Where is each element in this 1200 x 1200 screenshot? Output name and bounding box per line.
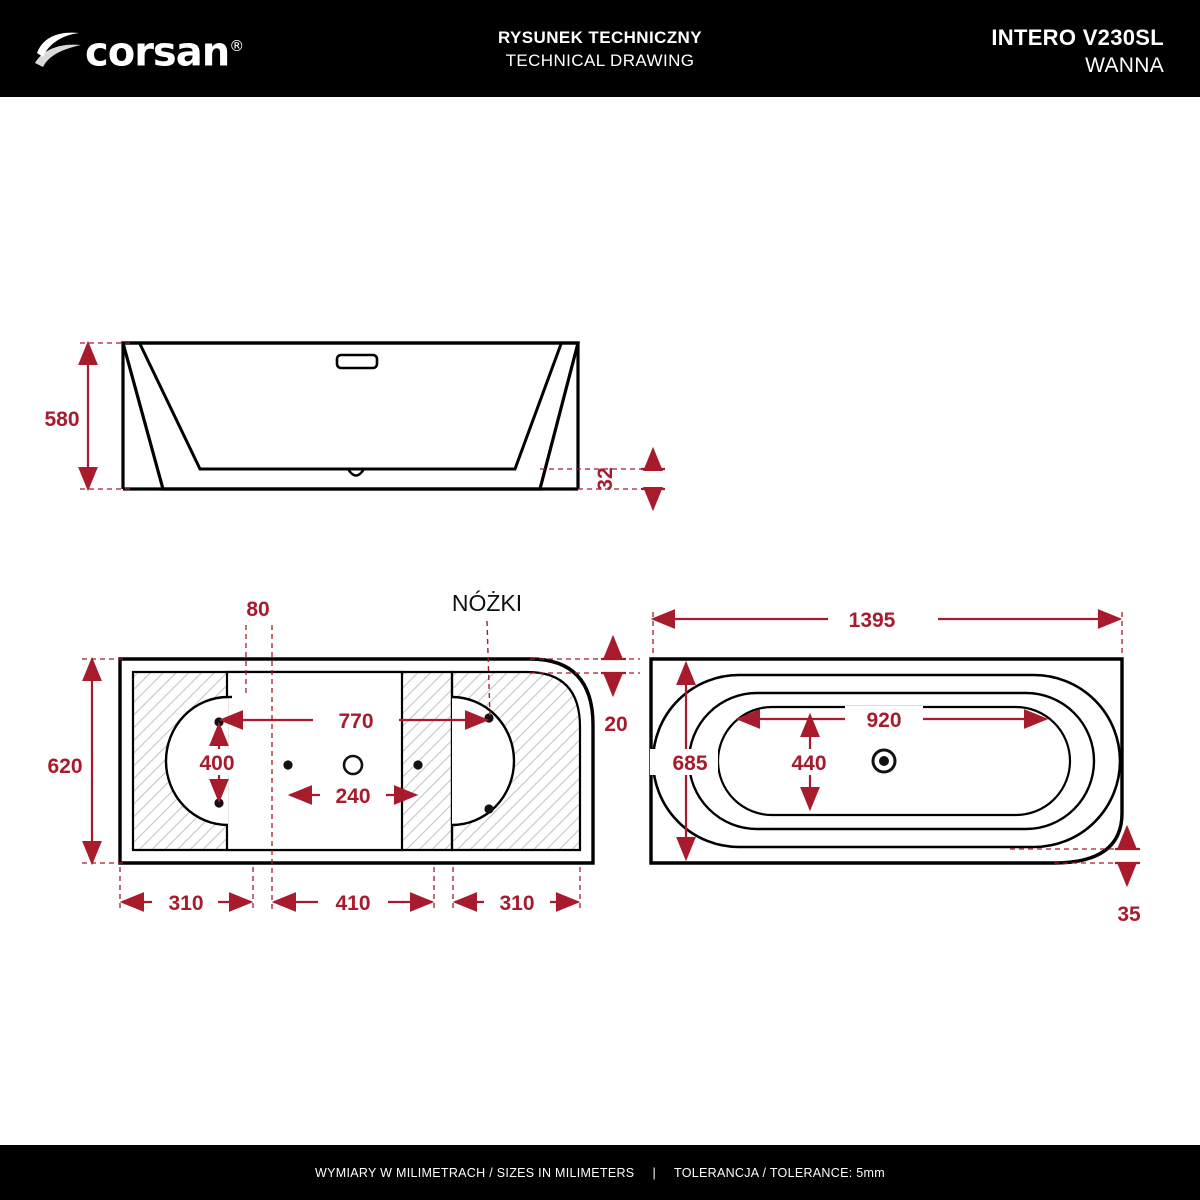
dim-length-1395: 1395 (848, 609, 896, 632)
footer-bar (0, 1145, 1200, 1200)
dim-feet-depth-400: 400 (199, 752, 235, 775)
dim-radius-35: 35 (1117, 903, 1141, 926)
dim-panel-right-310: 310 (499, 892, 535, 915)
dim-edge-20: 20 (604, 713, 628, 736)
foot-marker (283, 760, 292, 769)
label-feet: NÓŻKI (451, 590, 523, 616)
product-type: WANNA (1085, 54, 1164, 77)
header-bar (0, 0, 1200, 97)
technical-drawing-svg (0, 97, 1200, 1145)
foot-marker (484, 804, 493, 813)
title-polish: RYSUNEK TECHNICZNY (498, 28, 702, 47)
dim-panel-left-310: 310 (168, 892, 204, 915)
view-front-elevation (44, 343, 665, 509)
drawing-canvas (0, 97, 1200, 1145)
header-model-block (991, 25, 1164, 78)
dim-panel-mid-410: 410 (335, 892, 371, 915)
footer-tolerance: TOLERANCJA / TOLERANCE: 5mm (674, 1165, 885, 1180)
dim-foot-32: 32 (594, 467, 617, 491)
dim-depth-620: 620 (47, 755, 83, 778)
dim-drain-240: 240 (335, 785, 371, 808)
view-top-plan (650, 605, 1141, 926)
view-front-panel-plan (47, 590, 640, 915)
drain-center (879, 756, 889, 766)
footer-separator: | (652, 1165, 657, 1180)
dim-height-580: 580 (44, 408, 80, 431)
title-english: TECHNICAL DRAWING (505, 51, 695, 70)
brand-registered-mark: ® (229, 37, 244, 55)
dim-offset-80: 80 (246, 598, 270, 621)
model-code: INTERO V230SL (991, 25, 1164, 50)
dim-feet-span-770: 770 (338, 710, 374, 733)
dim-inner-920: 920 (866, 709, 902, 732)
brand-name-text: corsan (85, 29, 230, 76)
foot-marker (484, 713, 493, 722)
dim-width-685: 685 (672, 752, 708, 775)
footer-units: WYMIARY W MILIMETRACH / SIZES IN MILIMETERS (315, 1165, 635, 1180)
dim-inner-440: 440 (791, 752, 827, 775)
foot-marker (413, 760, 422, 769)
